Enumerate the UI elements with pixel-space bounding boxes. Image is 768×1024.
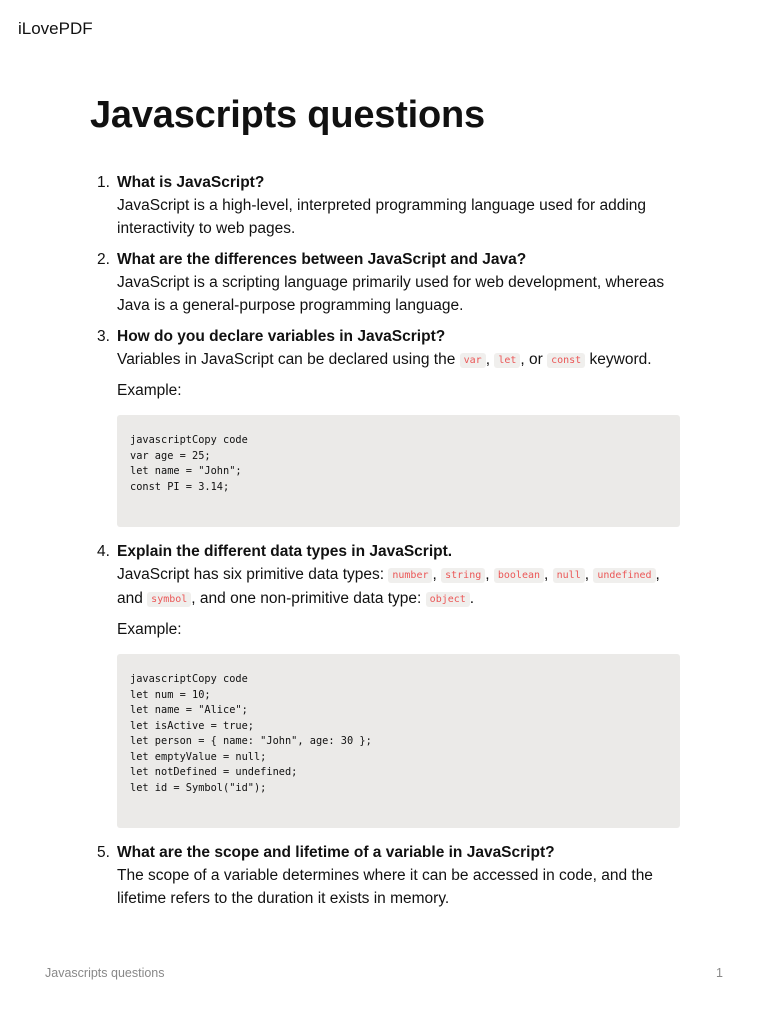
answer-text: Variables in JavaScript can be declared using the var , let , or const keyword. <box>117 351 652 368</box>
answer-text: JavaScript is a scripting language primarily used for web development, whereas Java is a general-purpose programming language. <box>117 274 665 314</box>
list-item <box>90 171 680 240</box>
code-line: javascriptCopy code <box>130 434 248 446</box>
inline-code: undefined <box>593 568 655 583</box>
code-line: let person = { name: "John", age: 30 }; <box>130 735 372 747</box>
inline-code: boolean <box>494 568 544 583</box>
example-label: Example: <box>117 382 182 399</box>
inline-code: let <box>494 353 520 368</box>
inline-code: symbol <box>147 592 191 607</box>
code-line: let name = "John"; <box>130 465 242 477</box>
code-block <box>117 654 680 828</box>
item-number: 5. <box>97 844 110 861</box>
answer-text: The scope of a variable determines where it can be accessed in code, and the lifetime refers to the duration it exists in memory. <box>117 867 653 907</box>
inline-code: number <box>388 568 432 583</box>
ilovepdf-watermark: iLovePDF <box>18 19 93 38</box>
code-line: javascriptCopy code <box>130 673 248 685</box>
question-list <box>90 171 680 910</box>
inline-code: var <box>460 353 486 368</box>
question-title: What is JavaScript? <box>117 174 265 191</box>
item-number: 3. <box>97 328 110 345</box>
code-line: const PI = 3.14; <box>130 480 230 493</box>
page-title: Javascripts questions <box>90 94 485 136</box>
code-line: let notDefined = undefined; <box>130 766 298 778</box>
inline-code: string <box>441 568 485 583</box>
question-title: What are the differences between JavaScript and Java? <box>117 251 527 268</box>
code-line: var age = 25; <box>130 449 211 462</box>
code-line: let isActive = true; <box>130 719 254 732</box>
list-item <box>90 540 680 828</box>
footer-title: Javascripts questions <box>45 966 165 980</box>
question-title: What are the scope and lifetime of a variable in JavaScript? <box>117 844 555 861</box>
item-number: 1. <box>97 174 110 191</box>
question-title: Explain the different data types in JavaScript. <box>117 543 453 560</box>
answer-text: JavaScript is a high-level, interpreted programming language used for adding interactivity to web pages. <box>117 197 647 237</box>
code-line: let num = 10; <box>130 688 211 701</box>
item-number: 2. <box>97 251 110 268</box>
code-line: let name = "Alice"; <box>130 704 248 716</box>
question-title: How do you declare variables in JavaScript? <box>117 328 446 345</box>
code-line: let id = Symbol("id"); <box>130 781 267 794</box>
inline-code: object <box>426 592 470 607</box>
code-block <box>117 415 680 527</box>
inline-code: null <box>553 568 585 583</box>
inline-code: const <box>547 353 585 368</box>
example-label: Example: <box>117 621 182 638</box>
page-number: 1 <box>716 966 723 980</box>
list-item <box>90 841 680 910</box>
code-line: let emptyValue = null; <box>130 750 267 763</box>
item-number: 4. <box>97 543 110 560</box>
list-item <box>90 248 680 317</box>
list-item <box>90 325 680 527</box>
answer-text: JavaScript has six primitive data types: number , string , boolean , null , undefined , and symbol , and one non-primitive data type: object . <box>117 566 660 607</box>
